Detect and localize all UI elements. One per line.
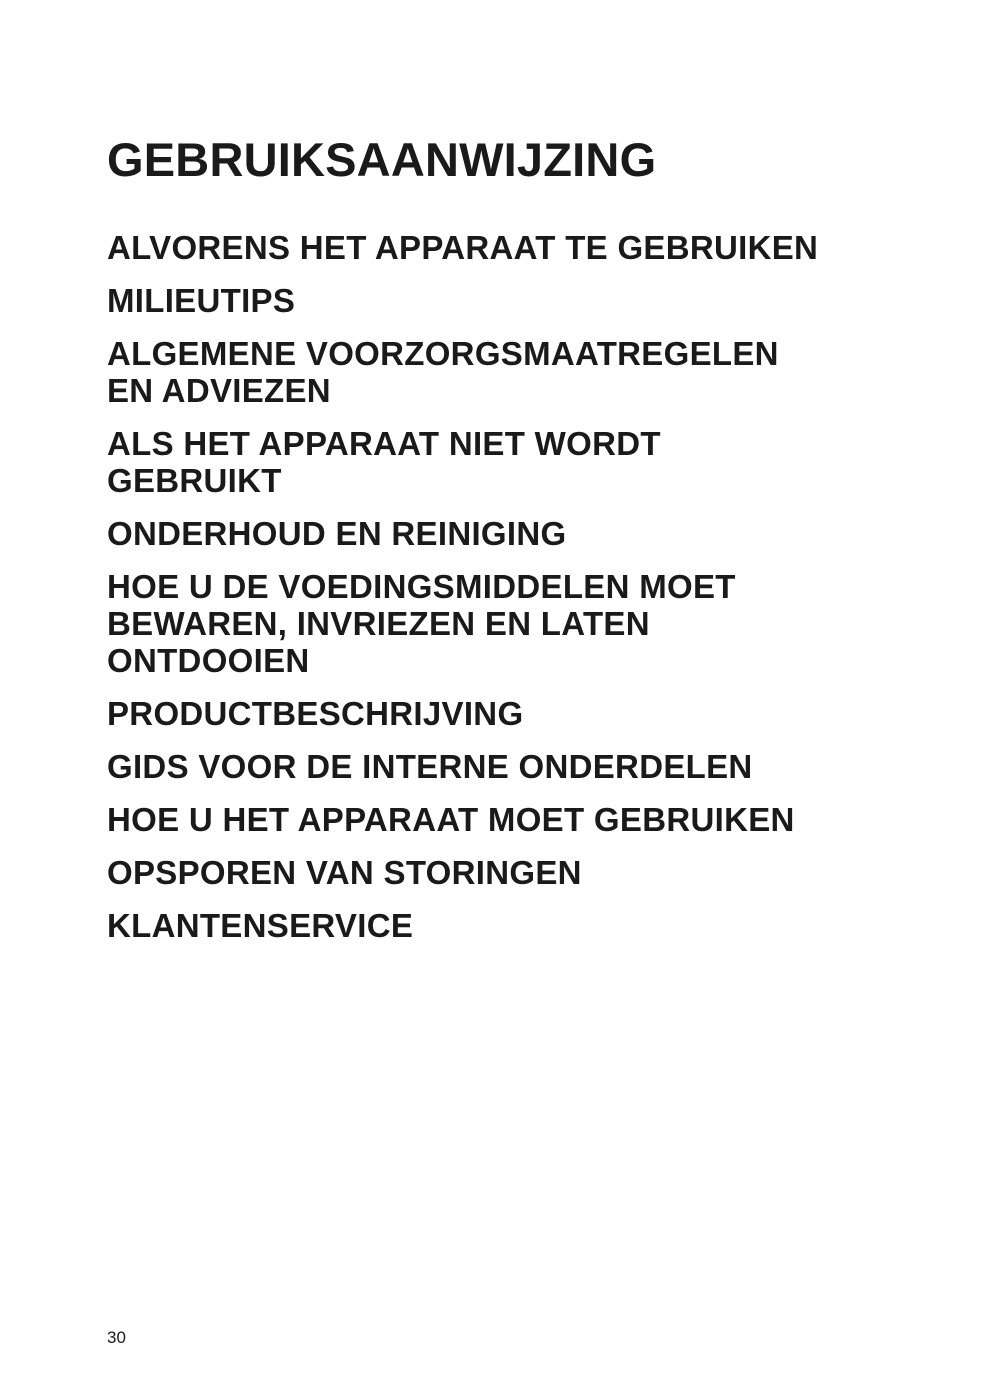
toc-item-line: EN ADVIEZEN xyxy=(107,372,331,409)
toc-item-voedingsmiddelen xyxy=(107,568,907,679)
toc-item-alvorens xyxy=(107,229,907,266)
toc-item-onderhoud xyxy=(107,515,907,552)
toc-item-line: ONTDOOIEN xyxy=(107,642,310,679)
toc-item-line: GIDS VOOR DE INTERNE ONDERDELEN xyxy=(107,748,753,785)
toc-item-voorzorgsmaatregelen xyxy=(107,335,907,409)
toc-item-line: ONDERHOUD EN REINIGING xyxy=(107,515,567,552)
toc-item-line: HOE U DE VOEDINGSMIDDELEN MOET xyxy=(107,568,736,605)
toc-item-productbeschrijving xyxy=(107,695,907,732)
toc-item-storingen xyxy=(107,854,907,891)
toc-item-milieutips xyxy=(107,282,907,319)
toc-item-line: OPSPOREN VAN STORINGEN xyxy=(107,854,582,891)
toc-item-line: MILIEUTIPS xyxy=(107,282,296,319)
toc-item-line: GEBRUIKT xyxy=(107,462,282,499)
toc-item-interne-onderdelen xyxy=(107,748,907,785)
page-number: 30 xyxy=(107,1328,126,1347)
table-of-contents xyxy=(107,229,907,960)
toc-item-line: KLANTENSERVICE xyxy=(107,907,414,944)
toc-item-line: HOE U HET APPARAAT MOET GEBRUIKEN xyxy=(107,801,795,838)
toc-item-line: BEWAREN, INVRIEZEN EN LATEN xyxy=(107,605,650,642)
toc-item-line: ALS HET APPARAAT NIET WORDT xyxy=(107,425,661,462)
toc-item-gebruiken xyxy=(107,801,907,838)
toc-item-niet-gebruikt xyxy=(107,425,907,499)
toc-item-line: PRODUCTBESCHRIJVING xyxy=(107,695,524,732)
toc-item-line: ALVORENS HET APPARAAT TE GEBRUIKEN xyxy=(107,229,819,266)
page-title: GEBRUIKSAANWIJZING xyxy=(107,133,657,186)
toc-item-line: ALGEMENE VOORZORGSMAATREGELEN xyxy=(107,335,779,372)
toc-item-klantenservice xyxy=(107,907,907,944)
